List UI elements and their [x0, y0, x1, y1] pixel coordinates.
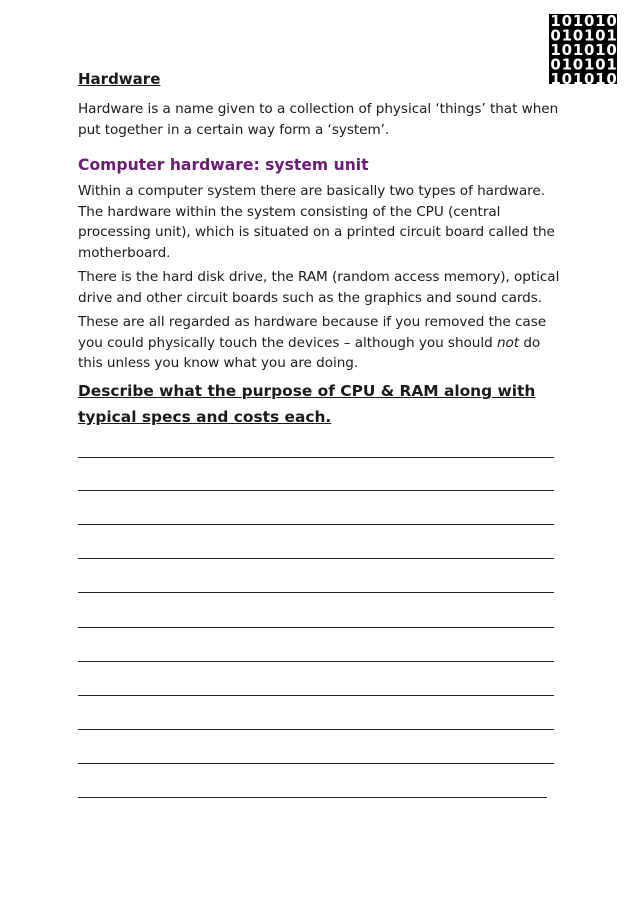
logo-digit: 1 [572, 41, 584, 59]
answer-line [78, 797, 547, 798]
logo-digit: 1 [595, 14, 606, 30]
logo-digit: 1 [595, 70, 606, 84]
logo-digit: 1 [583, 26, 595, 45]
answer-line [78, 592, 554, 593]
hardware-heading: Hardware [78, 70, 161, 88]
logo-digit: 0 [606, 41, 617, 59]
system-unit-heading: Computer hardware: system unit [78, 156, 369, 174]
answer-line [78, 729, 554, 730]
para3-emphasis: not [496, 334, 520, 351]
logo-digit: 0 [583, 14, 595, 30]
answer-line [78, 457, 554, 458]
answer-line [78, 490, 554, 491]
logo-digit: 0 [583, 70, 595, 84]
logo-digit: 1 [550, 70, 561, 84]
logo-digit: 1 [550, 41, 561, 59]
logo-digit: 1 [606, 26, 617, 45]
para3-after: do this unless you know what you are doing. [78, 334, 541, 371]
logo-digit: 1 [561, 55, 573, 74]
hardware-definition: Hardware is a name given to a collection of physical ‘things’ that when put together in a certain way form a ‘system’. [78, 101, 559, 138]
paragraph-hardware-types: Within a computer system there are basically two types of hardware. The hardware within the system consisting of the CPU (central processing unit), which is situated on a printed circuit board called the motherboard. [78, 183, 555, 261]
logo-digit: 1 [572, 14, 584, 30]
answer-line [78, 524, 554, 525]
logo-digit: 1 [595, 41, 606, 59]
answer-line [78, 695, 554, 696]
logo-digit: 0 [595, 55, 606, 74]
answer-line [78, 558, 554, 559]
task-prompt: Describe what the purpose of CPU & RAM along with typical specs and costs each. [78, 382, 536, 426]
paragraph-physical-touch [78, 312, 568, 374]
answer-line [78, 661, 554, 662]
answer-line [78, 627, 554, 628]
answer-line [78, 763, 554, 764]
paragraph-components: There is the hard disk drive, the RAM (random access memory), optical drive and other circuit boards such as the graphics and sound cards. [78, 269, 560, 306]
logo-digit: 0 [606, 14, 617, 30]
logo-digit: 0 [561, 70, 573, 84]
logo-digit: 0 [595, 26, 606, 45]
logo-digit: 0 [583, 41, 595, 59]
logo-digit: 1 [606, 55, 617, 74]
worksheet-body [78, 68, 568, 378]
para3-before: These are all regarded as hardware because if you removed the case you could physically touch the devices – although you should [78, 314, 547, 351]
logo-digit: 0 [561, 14, 573, 30]
logo-digit: 0 [572, 55, 584, 74]
logo-digit: 1 [583, 55, 595, 74]
logo-digit: 0 [572, 26, 584, 45]
logo-digit: 1 [550, 14, 561, 30]
logo-digit: 0 [550, 55, 561, 74]
logo-digit: 1 [572, 70, 584, 84]
logo-digit: 0 [606, 70, 617, 84]
logo-digit: 0 [550, 26, 561, 45]
logo-digit: 0 [561, 41, 573, 59]
logo-digit: 1 [561, 26, 573, 45]
